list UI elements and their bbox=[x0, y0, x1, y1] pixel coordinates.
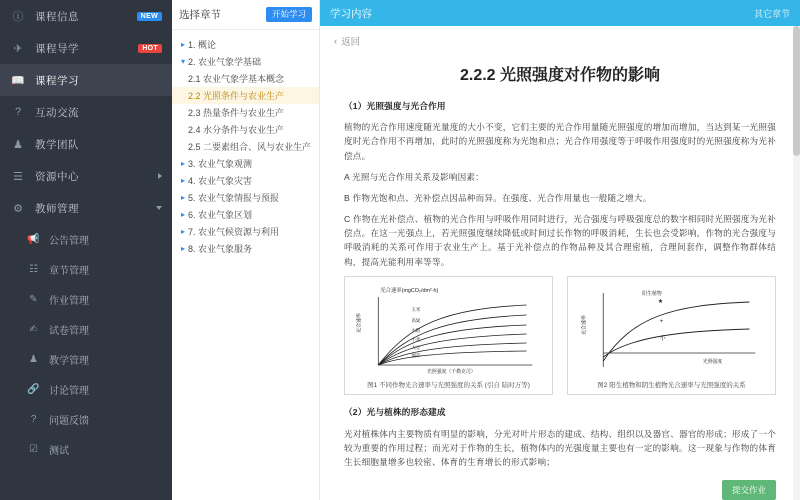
svg-text:+: + bbox=[659, 318, 664, 325]
figure-caption: 图1 不同作物光合速率与光照强度的关系 (引自 陆时万等) bbox=[367, 381, 530, 389]
tree-item-label: 4. 农业气象灾害 bbox=[188, 176, 253, 186]
tree-item-label: 2.5 二要素组合、风与农业生产 bbox=[188, 142, 312, 152]
sidebar-subitem-label: 问题反馈 bbox=[49, 415, 89, 427]
status-badge: NEW bbox=[137, 12, 162, 21]
content-scroll-area bbox=[320, 26, 800, 500]
content-panel bbox=[320, 0, 800, 500]
tree-item-label: 2.1 农业气象学基本概念 bbox=[188, 74, 285, 84]
tree-item[interactable] bbox=[172, 223, 319, 240]
tree-item-label: 2.4 水分条件与农业生产 bbox=[188, 125, 285, 135]
info-icon: ⓘ bbox=[12, 11, 24, 23]
back-button[interactable] bbox=[320, 26, 800, 50]
svg-text:光照强度: 光照强度 bbox=[702, 359, 723, 365]
sidebar-item-label: 教学团队 bbox=[35, 138, 79, 151]
sidebar-subitem-chapter[interactable] bbox=[0, 254, 172, 284]
sidebar-subitem-label: 章节管理 bbox=[49, 265, 89, 277]
svg-text:阳生植物: 阳生植物 bbox=[642, 291, 662, 297]
chevron-right-icon: ▸ bbox=[180, 227, 185, 236]
svg-text:水稻: 水稻 bbox=[411, 327, 421, 333]
paragraph: C 作物在光补偿点、植物的光合作用与呼吸作用同时进行，光合强度与呼吸强度总的数字相同时光照强度为光补偿点。在这一光强点上，若光照强度继续降低或时间过长作物的呼吸消耗，生长也会受影响，作物的光合强度与呼吸消耗的关系可作用于农业生产上。基于光补偿点的作物品种及其合理密植，合理间套作，调整作物群体结构，提高光能利用率等等。 bbox=[344, 214, 776, 267]
chevron-left-icon: ‹ bbox=[334, 35, 338, 47]
submit-homework-button[interactable]: 提交作业 bbox=[722, 480, 776, 500]
sidebar-subitem-announcement[interactable] bbox=[0, 224, 172, 254]
svg-text:光合速率(mgCO₂/dm²·h): 光合速率(mgCO₂/dm²·h) bbox=[380, 287, 439, 294]
content-header bbox=[320, 0, 800, 26]
sidebar-item-teacher-admin[interactable] bbox=[0, 192, 172, 224]
rocket-icon: ✈ bbox=[13, 42, 23, 55]
tree-item-label: 2.3 热量条件与农业生产 bbox=[188, 108, 285, 118]
tree-item-label: 6. 农业气象区划 bbox=[188, 210, 253, 220]
chevron-right-icon: ▸ bbox=[180, 176, 185, 185]
sidebar-subitem-label: 试卷管理 bbox=[49, 325, 89, 337]
sidebar-item-course-study[interactable] bbox=[0, 64, 172, 96]
tree-item-label: 5. 农业气象情报与预报 bbox=[188, 193, 280, 203]
status-badge: HOT bbox=[138, 44, 162, 53]
start-study-button[interactable]: 开始学习 bbox=[266, 7, 312, 22]
page-title: 2.2.2 光照强度对作物的影响 bbox=[459, 67, 661, 84]
svg-text:小: 小 bbox=[659, 335, 666, 342]
sidebar-item-interaction[interactable] bbox=[0, 96, 172, 128]
figure-caption: 图2 阳生植物和阴生植物光合速率与光照强度的关系 bbox=[597, 381, 746, 389]
figure-group bbox=[344, 276, 776, 396]
svg-text:烟草: 烟草 bbox=[411, 352, 421, 358]
tree-item[interactable] bbox=[172, 121, 319, 138]
tree-item[interactable] bbox=[172, 53, 319, 70]
tree-item[interactable] bbox=[172, 206, 319, 223]
chevron-right-icon: ▸ bbox=[180, 210, 185, 219]
svg-text:小麦: 小麦 bbox=[411, 336, 421, 342]
tree-item[interactable] bbox=[172, 36, 319, 53]
svg-text:光照强度（千勒克司）: 光照强度（千勒克司） bbox=[427, 369, 476, 375]
megaphone-icon: 📢 bbox=[27, 233, 40, 245]
book-icon: 📖 bbox=[11, 74, 25, 87]
svg-text:★: ★ bbox=[657, 298, 664, 305]
chevron-right-icon: ▸ bbox=[180, 40, 185, 49]
chapter-panel-header bbox=[172, 0, 319, 30]
chart-2 bbox=[574, 283, 769, 379]
chapter-panel bbox=[172, 0, 320, 500]
tree-item[interactable] bbox=[172, 70, 319, 87]
sidebar-subitem-label: 教学管理 bbox=[49, 355, 89, 367]
tree-item[interactable] bbox=[172, 104, 319, 121]
sidebar-subitem-label: 测试 bbox=[49, 445, 69, 457]
tree-item-label: 8. 农业气象服务 bbox=[188, 244, 253, 254]
chapter-tree bbox=[172, 30, 319, 500]
sidebar-item-label: 教师管理 bbox=[35, 202, 79, 215]
chart-1 bbox=[351, 283, 546, 379]
question-icon: ? bbox=[30, 413, 37, 425]
sidebar-subitem-homework[interactable] bbox=[0, 284, 172, 314]
tree-item[interactable] bbox=[172, 189, 319, 206]
paragraph: B 作物光饱和点、光补偿点因品种而异。在强度、光合作用量也一般随之增大。 bbox=[344, 192, 652, 203]
chevron-right-icon: ▸ bbox=[180, 244, 185, 253]
tree-item-label: 2. 农业气象学基础 bbox=[188, 57, 262, 67]
chapter-panel-title: 选择章节 bbox=[179, 9, 221, 21]
chevron-right-icon: ▸ bbox=[180, 193, 185, 202]
check-icon: ☑ bbox=[29, 443, 38, 455]
figure-2 bbox=[567, 276, 776, 396]
link-icon: 🔗 bbox=[27, 383, 40, 395]
scrollbar-thumb[interactable] bbox=[793, 26, 800, 156]
users-icon: ♟ bbox=[29, 353, 38, 365]
sidebar-item-resource-center[interactable] bbox=[0, 160, 172, 192]
sidebar-item-label: 课程导学 bbox=[35, 42, 79, 55]
sidebar-item-label: 课程信息 bbox=[35, 10, 79, 23]
sidebar-subitem-exam[interactable] bbox=[0, 314, 172, 344]
svg-text:光合速率: 光合速率 bbox=[357, 312, 363, 333]
other-chapters-link[interactable]: 其它章节 bbox=[753, 8, 790, 19]
tree-item-label: 3. 农业气象观测 bbox=[188, 159, 253, 169]
tree-item-label: 7. 农业气候资源与利用 bbox=[188, 227, 280, 237]
sidebar-item-label: 资源中心 bbox=[35, 170, 79, 183]
chat-icon: ? bbox=[14, 106, 22, 118]
sidebar-item-course-info[interactable] bbox=[0, 0, 172, 32]
chevron-down-icon: ▾ bbox=[180, 57, 185, 66]
sidebar-subitem-label: 讨论管理 bbox=[49, 385, 89, 397]
paragraph: （1）光照强度与光合作用 bbox=[344, 101, 446, 111]
tree-item-selected[interactable] bbox=[172, 87, 319, 104]
sitemap-icon: ☷ bbox=[29, 263, 38, 275]
paragraph: A 光照与光合作用关系及影响因素： bbox=[344, 171, 484, 182]
scrollbar-track[interactable] bbox=[793, 26, 800, 500]
sidebar-item-teaching-team[interactable] bbox=[0, 128, 172, 160]
tree-item-label: 1. 概论 bbox=[188, 40, 217, 50]
gear-icon: ⚙ bbox=[13, 202, 23, 215]
chevron-right-icon bbox=[158, 173, 162, 179]
edit-icon: ✎ bbox=[29, 293, 38, 305]
folder-icon: ☰ bbox=[13, 170, 23, 183]
sidebar-subitem-label: 作业管理 bbox=[49, 295, 89, 307]
tree-item[interactable] bbox=[172, 138, 319, 155]
content-header-title: 学习内容 bbox=[330, 7, 372, 20]
paragraph: 植物的光合作用速度随光量度的大小不变，它们主要的光合作用量随光照强度的增加而增加，当达到某一光照强度时光合作用不再增加，此时的光照强度称为光饱和点；光合作用强度等于呼吸作用强度时的光照强度称为光补偿点。 bbox=[344, 122, 776, 161]
svg-text:光合速率: 光合速率 bbox=[582, 314, 588, 335]
paragraph: 光对植株体内主要物质有明显的影响，分光对叶片形态的建成、结构、组织以及器官、器官的形成；形成了一个较为重要的作用过程；而光对于作物的生长，植物体内的光强度量主要也有一定的影响。这一现象与作物的体育生长细胞量增多也较密、体育的生育增长的形式影响； bbox=[344, 428, 776, 467]
tree-item[interactable] bbox=[172, 172, 319, 189]
chevron-down-icon bbox=[156, 206, 162, 210]
sidebar-item-label: 互动交流 bbox=[35, 106, 79, 119]
paragraph: （2）光与植株的形态建成 bbox=[344, 407, 446, 418]
team-icon: ♟ bbox=[13, 138, 23, 151]
tree-item-label: 2.2 光照条件与农业生产 bbox=[188, 91, 285, 101]
figure-1 bbox=[344, 276, 553, 396]
pen-icon: ✍ bbox=[29, 323, 38, 335]
sidebar-subitem-teaching[interactable] bbox=[0, 344, 172, 374]
back-label: 返回 bbox=[341, 37, 361, 48]
svg-text:玉米: 玉米 bbox=[411, 306, 421, 312]
tree-item[interactable] bbox=[172, 240, 319, 257]
tree-item[interactable] bbox=[172, 155, 319, 172]
svg-text:高粱: 高粱 bbox=[411, 317, 421, 323]
svg-text:大豆: 大豆 bbox=[411, 344, 421, 350]
sidebar-subitem-label: 公告管理 bbox=[49, 235, 89, 247]
sidebar-item-label: 课程学习 bbox=[35, 74, 79, 87]
sidebar bbox=[0, 0, 172, 500]
sidebar-subitem-feedback[interactable] bbox=[0, 404, 172, 434]
sidebar-subitem-discussion[interactable] bbox=[0, 374, 172, 404]
lesson-document bbox=[320, 50, 800, 500]
chevron-right-icon: ▸ bbox=[180, 159, 185, 168]
sidebar-subitem-test[interactable] bbox=[0, 434, 172, 464]
sidebar-item-course-guide[interactable] bbox=[0, 32, 172, 64]
